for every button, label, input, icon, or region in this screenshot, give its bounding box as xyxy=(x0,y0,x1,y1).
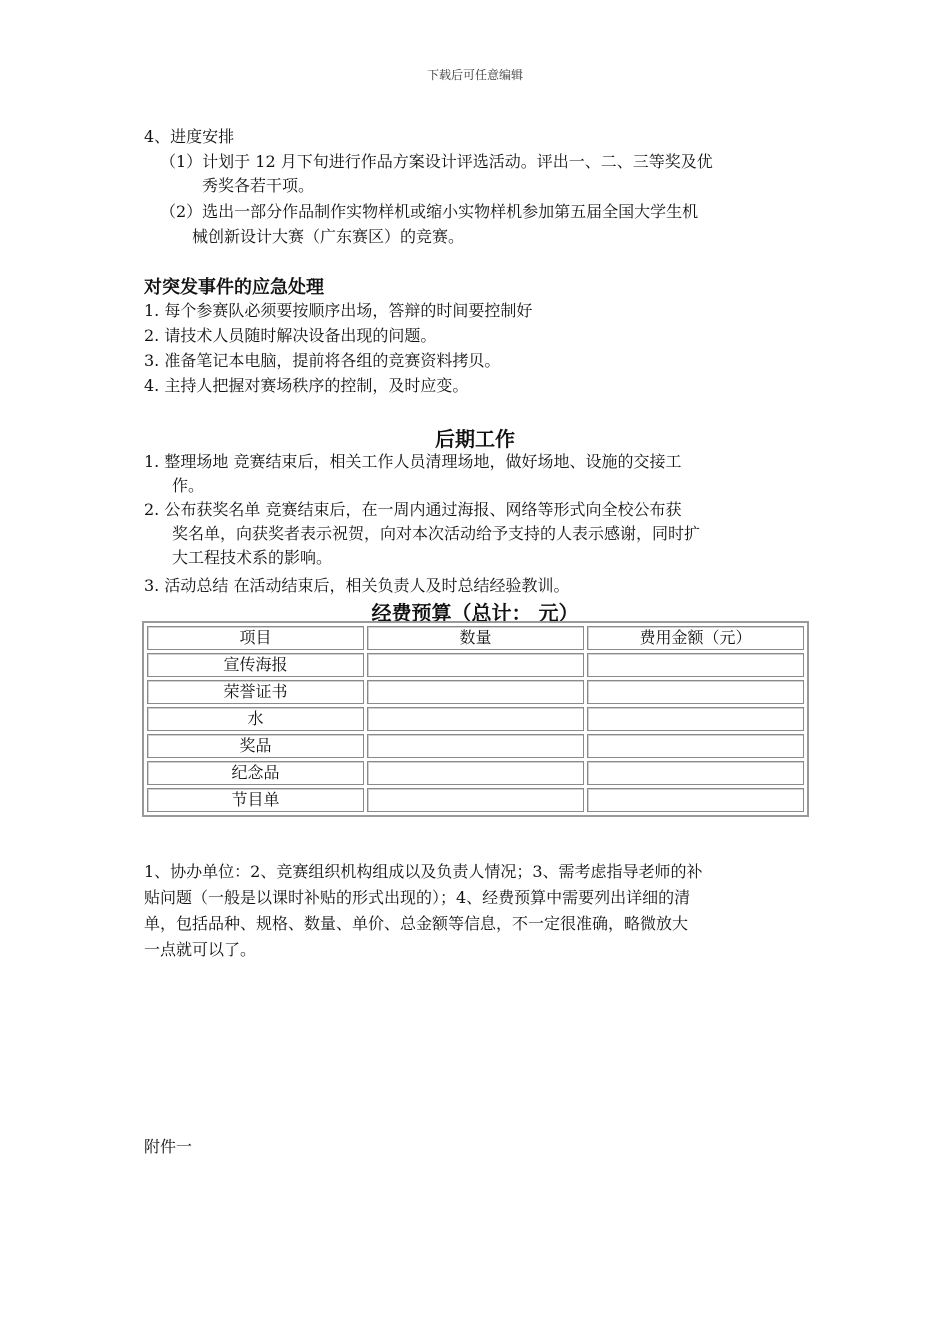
later-item-1-line-1: 1. 整理场地 竞赛结束后，相关工作人员清理场地，做好场地、设施的交接工 xyxy=(144,452,682,471)
budget-cell-quantity xyxy=(367,761,584,785)
note-line-4: 一点就可以了。 xyxy=(144,940,257,959)
later-work-heading: 后期工作 xyxy=(435,427,515,451)
budget-header-amount: 费用金额（元） xyxy=(587,626,804,650)
budget-cell-amount xyxy=(587,707,804,731)
budget-cell-quantity xyxy=(367,707,584,731)
attachment-label: 附件一 xyxy=(144,1137,193,1156)
page-header: 下载后可任意编辑 xyxy=(426,68,523,82)
emergency-item-1: 1. 每个参赛队必须要按顺序出场，答辩的时间要控制好 xyxy=(144,301,533,320)
budget-cell-item: 宣传海报 xyxy=(147,653,364,677)
schedule-item-2-line-2: 械创新设计大赛（广东赛区）的竞赛。 xyxy=(192,227,465,246)
emergency-item-2: 2. 请技术人员随时解决设备出现的问题。 xyxy=(144,326,437,345)
budget-cell-item: 荣誉证书 xyxy=(147,680,364,704)
emergency-item-4: 4. 主持人把握对赛场秩序的控制，及时应变。 xyxy=(144,376,469,395)
later-item-1-line-2: 作。 xyxy=(172,476,205,495)
budget-cell-quantity xyxy=(367,788,584,812)
budget-cell-item: 奖品 xyxy=(147,734,364,758)
budget-cell-item: 纪念品 xyxy=(147,761,364,785)
later-item-2-line-1: 2. 公布获奖名单 竞赛结束后，在一周内通过海报、网络等形式向全校公布获 xyxy=(144,500,682,519)
budget-row xyxy=(147,680,804,704)
budget-cell-amount xyxy=(587,761,804,785)
note-line-1: 1、协办单位：2、竞赛组织机构组成以及负责人情况；3、需考虑指导老师的补 xyxy=(144,862,703,881)
budget-row xyxy=(147,734,804,758)
budget-cell-amount xyxy=(587,788,804,812)
later-item-2-line-2: 奖名单，向获奖者表示祝贺，向对本次活动给予支持的人表示感谢，同时扩 xyxy=(172,524,701,543)
schedule-title: 4、进度安排 xyxy=(144,127,235,146)
budget-cell-item: 节目单 xyxy=(147,788,364,812)
budget-cell-quantity xyxy=(367,653,584,677)
budget-row xyxy=(147,788,804,812)
schedule-item-2-line-1: （2）选出一部分作品制作实物样机或缩小实物样机参加第五届全国大学生机 xyxy=(160,202,699,221)
emergency-heading: 对突发事件的应急处理 xyxy=(144,277,324,298)
budget-cell-quantity xyxy=(367,680,584,704)
budget-row xyxy=(147,653,804,677)
schedule-item-1-line-2: 秀奖各若干项。 xyxy=(202,176,315,195)
note-line-2: 贴问题（一般是以课时补贴的形式出现的）；4、经费预算中需要列出详细的清 xyxy=(144,888,691,907)
later-item-3: 3. 活动总结 在活动结束后，相关负责人及时总结经验教训。 xyxy=(144,576,570,595)
note-line-3: 单，包括品种、规格、数量、单价、总金额等信息，不一定很准确，略微放大 xyxy=(144,914,689,933)
budget-cell-item: 水 xyxy=(147,707,364,731)
budget-header-row xyxy=(147,626,804,650)
schedule-item-1-line-1: （1）计划于 12 月下旬进行作品方案设计评选活动。评出一、二、三等奖及优 xyxy=(160,152,713,171)
budget-heading: 经费预算（总计： 元） xyxy=(371,601,579,625)
budget-cell-amount xyxy=(587,653,804,677)
budget-header-item: 项目 xyxy=(147,626,364,650)
emergency-item-3: 3. 准备笔记本电脑，提前将各组的竞赛资料拷贝。 xyxy=(144,351,501,370)
later-item-2-line-3: 大工程技术系的影响。 xyxy=(172,548,333,567)
budget-row xyxy=(147,707,804,731)
budget-header-quantity: 数量 xyxy=(367,626,584,650)
budget-cell-quantity xyxy=(367,734,584,758)
budget-row xyxy=(147,761,804,785)
budget-cell-amount xyxy=(587,734,804,758)
budget-table xyxy=(142,621,809,817)
budget-cell-amount xyxy=(587,680,804,704)
